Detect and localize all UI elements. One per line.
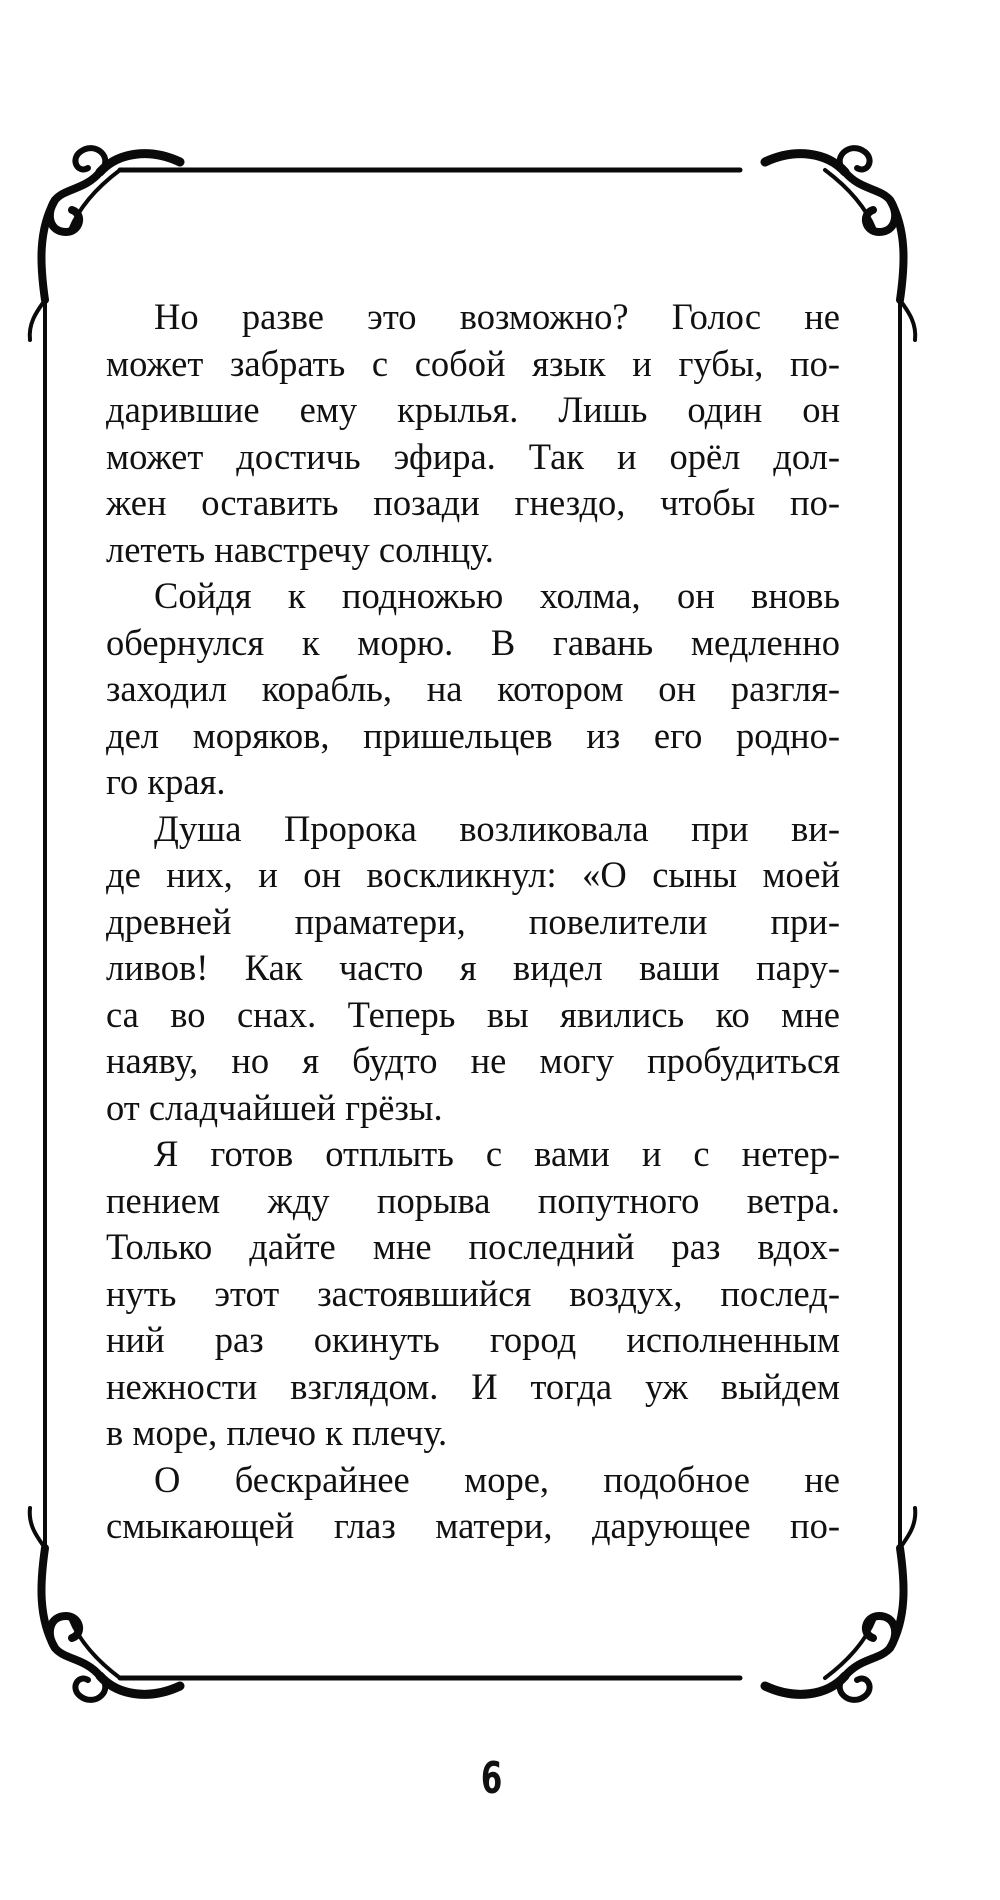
text-line: О бескрайнее море, подобное не	[154, 1458, 840, 1500]
text-line: смыкающей глаз матери, дарующее по-	[106, 1505, 840, 1546]
text-line: Сойдя к подножью холма, он вновь	[154, 575, 840, 616]
text-line: от сладчайшей грёзы.	[106, 1086, 443, 1128]
paragraph	[106, 1131, 840, 1457]
text-line: ний раз окинуть город исполненным	[106, 1319, 840, 1360]
paragraph	[106, 806, 840, 1132]
text-line: нежности взглядом. И тогда уж выйдем	[106, 1365, 840, 1407]
text-line: древней праматери, повелители при-	[106, 900, 840, 942]
text-line: са во снах. Теперь вы явились ко мне	[106, 993, 840, 1035]
text-line: Но разве это возможно? Голос не	[154, 296, 840, 337]
text-line: дарившие ему крылья. Лишь один он	[106, 389, 840, 430]
text-line: наяву, но я будто не могу пробудиться	[106, 1040, 840, 1081]
page-number: 6	[480, 1753, 503, 1804]
text-line: го края.	[106, 761, 226, 802]
text-line: Душа Пророка возликовала при ви-	[154, 807, 840, 849]
paragraph	[106, 1457, 840, 1550]
text-line: дел моряков, пришельцев из его родно-	[106, 714, 840, 756]
body-text	[106, 294, 840, 1550]
text-line: может достичь эфира. Так и орёл дол-	[106, 435, 840, 477]
text-line: в море, плечо к плечу.	[106, 1412, 448, 1453]
paragraph	[106, 294, 840, 573]
text-line: Только дайте мне последний раз вдох-	[106, 1226, 840, 1267]
text-line: заходил корабль, на котором он разгля-	[106, 668, 840, 709]
paragraph	[106, 573, 840, 806]
text-line: лететь навстречу солнцу.	[106, 528, 494, 570]
text-line: пением жду порыва попутного ветра.	[106, 1179, 840, 1221]
text-line: ливов! Как часто я видел ваши пару-	[106, 947, 840, 988]
text-line: нуть этот застоявшийся воздух, послед-	[106, 1272, 840, 1314]
text-line: жен оставить позади гнездо, чтобы по-	[106, 482, 840, 523]
text-line: обернулся к морю. В гавань медленно	[106, 621, 840, 663]
text-line: де них, и он воскликнул: «О сыны моей	[106, 854, 840, 895]
text-line: может забрать с собой язык и губы, по-	[106, 342, 840, 384]
text-line: Я готов отплыть с вами и с нетер-	[154, 1133, 840, 1174]
